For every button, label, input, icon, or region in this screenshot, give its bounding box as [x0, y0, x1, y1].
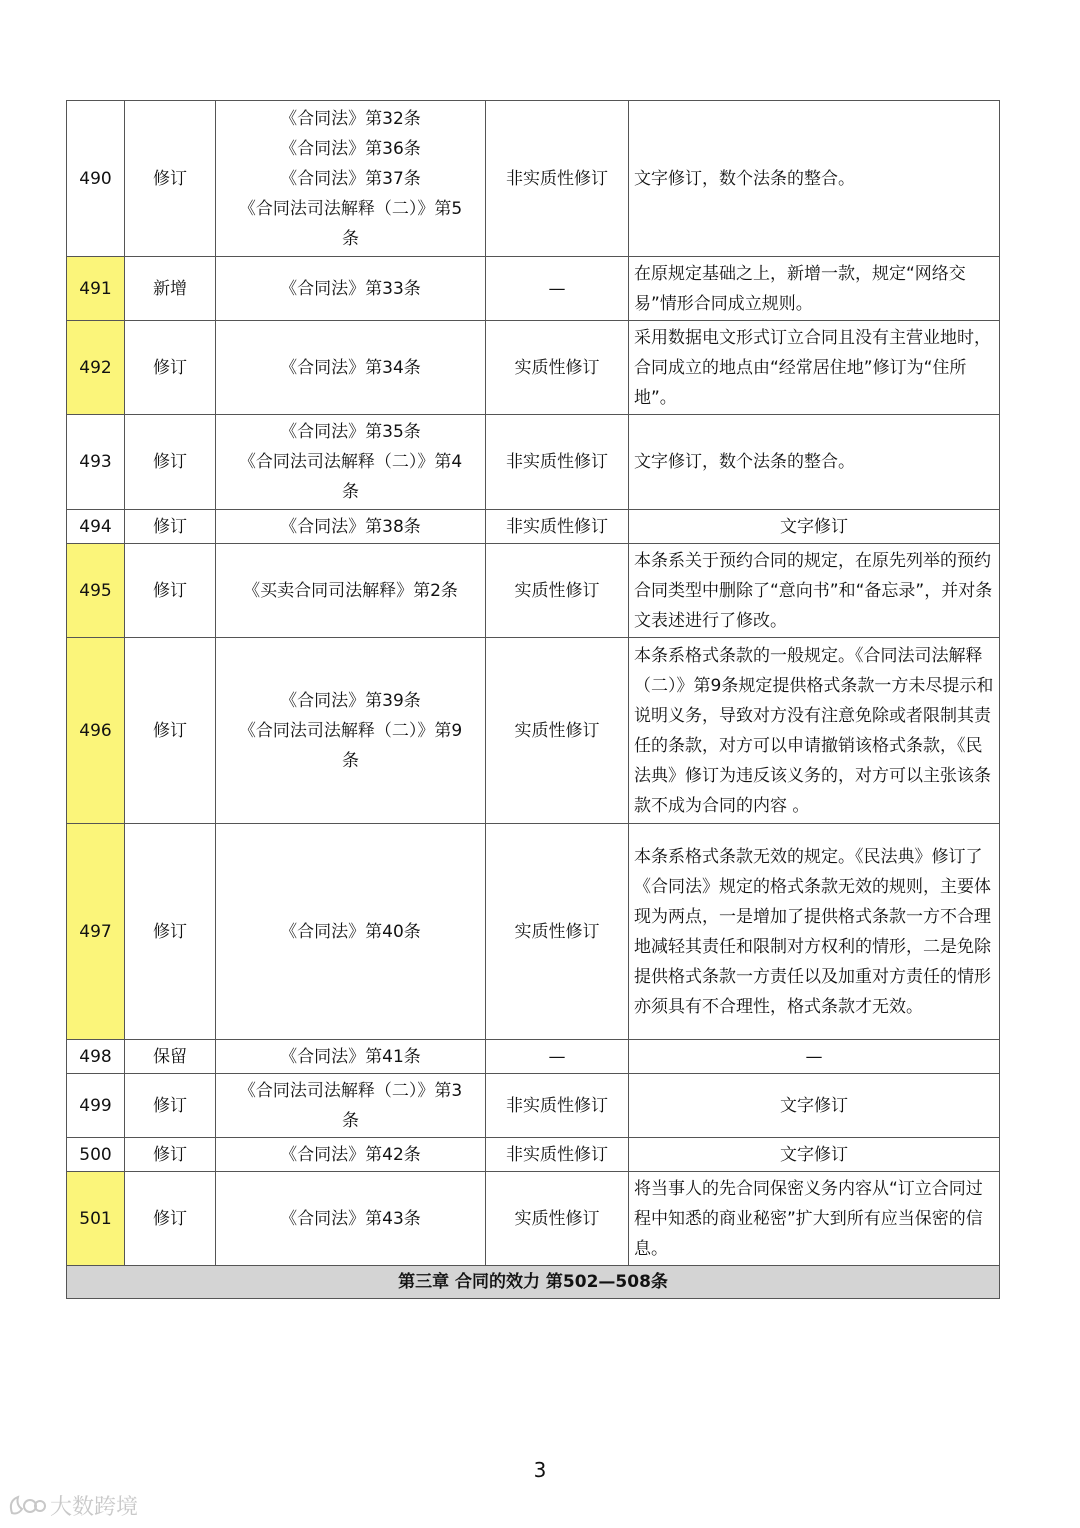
source-provision: 《买卖合同司法解释》第2条: [216, 544, 486, 638]
article-number: 496: [67, 638, 125, 824]
revision-description: 采用数据电文形式订立合同且没有主营业地时，合同成立的地点由“经常居住地”修订为“住所地”。: [629, 321, 1000, 415]
source-provision: 《合同法》第35条 《合同法司法解释（二）》第4 条: [216, 415, 486, 510]
table-row: [67, 1074, 1000, 1138]
table-row: [67, 510, 1000, 544]
source-provision: 《合同法》第41条: [216, 1040, 486, 1074]
revision-nature: 实质性修订: [486, 1172, 629, 1266]
change-type: 修订: [125, 638, 216, 824]
source-provision: 《合同法》第39条 《合同法司法解释（二）》第9 条: [216, 638, 486, 824]
article-number: 500: [67, 1138, 125, 1172]
table-row: [67, 101, 1000, 257]
revision-description: 文字修订，数个法条的整合。: [629, 101, 1000, 257]
chapter-header-row: [67, 1266, 1000, 1299]
change-type: 修订: [125, 1172, 216, 1266]
article-number: 491: [67, 257, 125, 321]
source-provision: 《合同法》第34条: [216, 321, 486, 415]
revision-description: 文字修订: [629, 1138, 1000, 1172]
revision-description: 在原规定基础之上，新增一款，规定“网络交易”情形合同成立规则。: [629, 257, 1000, 321]
change-type: 修订: [125, 1138, 216, 1172]
change-type: 修订: [125, 415, 216, 510]
article-number: 490: [67, 101, 125, 257]
revision-nature: 非实质性修订: [486, 1138, 629, 1172]
revision-description: 本条系关于预约合同的规定，在原先列举的预约合同类型中删除了“意向书”和“备忘录”，并对条文表述进行了修改。: [629, 544, 1000, 638]
law-comparison-table: [66, 100, 1000, 1299]
revision-description: 本条系格式条款无效的规定。《民法典》修订了《合同法》规定的格式条款无效的规则，主要体现为两点，一是增加了提供格式条款一方不合理地减轻其责任和限制对方权利的情形，二是免除提供格式条款一方责任以及加重对方责任的情形亦须具有不合理性，格式条款才无效。: [629, 824, 1000, 1040]
revision-nature: 实质性修订: [486, 638, 629, 824]
revision-nature: 实质性修订: [486, 321, 629, 415]
change-type: 修订: [125, 101, 216, 257]
watermark-text: 大数跨境: [50, 1495, 139, 1520]
watermark-logo-icon: [6, 1493, 46, 1519]
change-type: 新增: [125, 257, 216, 321]
article-number: 501: [67, 1172, 125, 1266]
revision-description: 本条系格式条款的一般规定。《合同法司法解释（二）》第9条规定提供格式条款一方未尽提示和说明义务，导致对方没有注意免除或者限制其责任的条款，对方可以申请撤销该格式条款，《民法典》修订为违反该义务的，对方可以主张该条款不成为合同的内容 。: [629, 638, 1000, 824]
article-number: 492: [67, 321, 125, 415]
source-provision: 《合同法》第38条: [216, 510, 486, 544]
source-provision: 《合同法》第32条 《合同法》第36条 《合同法》第37条 《合同法司法解释（二）》第5 条: [216, 101, 486, 257]
article-number: 499: [67, 1074, 125, 1138]
chapter-title: 第三章 合同的效力 第502—508条: [67, 1266, 1000, 1299]
change-type: 修订: [125, 824, 216, 1040]
change-type: 修订: [125, 321, 216, 415]
change-type: 修订: [125, 510, 216, 544]
change-type: 修订: [125, 1074, 216, 1138]
table-row: [67, 321, 1000, 415]
revision-description: 文字修订: [629, 1074, 1000, 1138]
table-row: [67, 1172, 1000, 1266]
revision-nature: 非实质性修订: [486, 1074, 629, 1138]
revision-description: 文字修订，数个法条的整合。: [629, 415, 1000, 510]
table-row: [67, 1138, 1000, 1172]
revision-nature: 非实质性修订: [486, 510, 629, 544]
source-provision: 《合同法》第42条: [216, 1138, 486, 1172]
watermark: [6, 1490, 138, 1521]
change-type: 保留: [125, 1040, 216, 1074]
source-provision: 《合同法司法解释（二）》第3 条: [216, 1074, 486, 1138]
revision-description: —: [629, 1040, 1000, 1074]
revision-nature: —: [486, 1040, 629, 1074]
source-provision: 《合同法》第43条: [216, 1172, 486, 1266]
article-number: 497: [67, 824, 125, 1040]
table-row: [67, 415, 1000, 510]
table-row: [67, 257, 1000, 321]
revision-description: 将当事人的先合同保密义务内容从“订立合同过程中知悉的商业秘密”扩大到所有应当保密的信息。: [629, 1172, 1000, 1266]
change-type: 修订: [125, 544, 216, 638]
revision-nature: 非实质性修订: [486, 415, 629, 510]
table-row: [67, 824, 1000, 1040]
revision-nature: 实质性修订: [486, 824, 629, 1040]
revision-nature: —: [486, 257, 629, 321]
article-number: 495: [67, 544, 125, 638]
source-provision: 《合同法》第33条: [216, 257, 486, 321]
article-number: 494: [67, 510, 125, 544]
table-row: [67, 1040, 1000, 1074]
table-row: [67, 544, 1000, 638]
table-row: [67, 638, 1000, 824]
revision-nature: 实质性修订: [486, 544, 629, 638]
article-number: 498: [67, 1040, 125, 1074]
revision-description: 文字修订: [629, 510, 1000, 544]
page-number: 3: [533, 1458, 547, 1482]
revision-nature: 非实质性修订: [486, 101, 629, 257]
source-provision: 《合同法》第40条: [216, 824, 486, 1040]
article-number: 493: [67, 415, 125, 510]
